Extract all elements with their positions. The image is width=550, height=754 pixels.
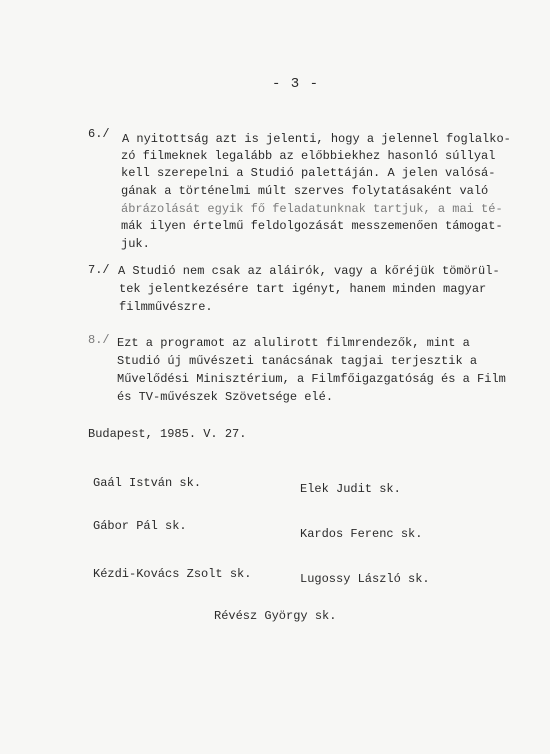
paragraph-line: Studió új művészeti tanácsának tagjai terjesztik a — [117, 354, 478, 368]
paragraph-line: filmművészre. — [119, 300, 213, 314]
paragraph-line: zó filmeknek legalább az előbbiekhez hasonló súllyal — [121, 149, 496, 163]
paragraph-line: ábrázolását egyik fő feladatunknak tartjuk, a mai té- — [121, 202, 503, 216]
signatory-right: Lugossy László sk. — [300, 572, 430, 586]
dateline: Budapest, 1985. V. 27. — [88, 427, 247, 441]
paragraph-number: 7./ — [88, 263, 110, 277]
paragraph-line: A nyitottság azt is jelenti, hogy a jelennel foglalko- — [122, 132, 511, 146]
paragraph-line: Művelődési Minisztérium, a Filmfőigazgatóság és a Film — [117, 372, 506, 386]
paragraph-number: 8./ — [88, 333, 110, 347]
paragraph-line: mák ilyen értelmű feldolgozását messzemenően támogat- — [121, 219, 503, 233]
signatory-center: Révész György sk. — [214, 609, 337, 623]
signatory-left: Gaál István sk. — [93, 476, 202, 490]
paragraph-line: és TV-művészek Szövetsége elé. — [117, 390, 334, 404]
signatory-right: Elek Judit sk. — [300, 482, 401, 496]
paragraph-line: kell szerepelni a Studió palettáján. A jelen valósá- — [121, 166, 496, 180]
paragraph-number: 6./ — [88, 127, 110, 141]
paragraph-line: Ezt a programot az alulirott filmrendezők, mint a — [117, 336, 470, 350]
paragraph-line: tek jelentkezésére tart igényt, hanem minden magyar — [119, 282, 487, 296]
paragraph-line: A Studió nem csak az aláirók, vagy a kőréjük tömörül- — [118, 264, 500, 278]
signatory-left: Kézdi-Kovács Zsolt sk. — [93, 567, 252, 581]
page-number: - 3 - — [272, 76, 320, 92]
paragraph-line: juk. — [121, 237, 150, 251]
paragraph-line: gának a történelmi múlt szerves folytatásaként való — [121, 184, 489, 198]
signatory-right: Kardos Ferenc sk. — [300, 527, 423, 541]
signatory-left: Gábor Pál sk. — [93, 519, 187, 533]
